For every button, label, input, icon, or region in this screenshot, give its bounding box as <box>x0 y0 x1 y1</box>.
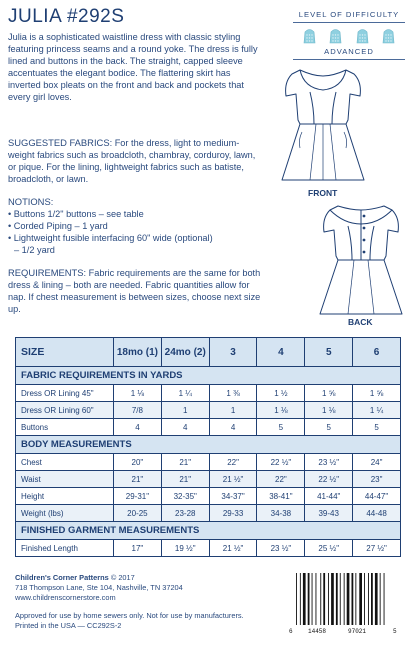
company-address: 718 Thompson Lane, Ste 104, Nashville, TN 37204 <box>15 583 183 593</box>
barcode-bar <box>300 573 301 625</box>
barcode-digit-group2: 97021 <box>348 628 367 635</box>
table-cell: 17" <box>114 540 162 557</box>
table-cell: 7/8 <box>114 402 162 419</box>
size-header-cell: 5 <box>305 338 353 367</box>
row-label: Weight (lbs) <box>16 505 114 522</box>
copyright: © 2017 <box>108 573 135 582</box>
company-name: Children's Corner Patterns <box>15 573 109 582</box>
barcode-digit-group1: 14458 <box>308 628 327 635</box>
row-label: Chest <box>16 454 114 471</box>
barcode-bar <box>296 573 297 625</box>
table-row <box>16 402 401 419</box>
row-label: Waist <box>16 471 114 488</box>
table-cell: 34-38 <box>257 505 305 522</box>
printed-note: Printed in the USA — CC292S-2 <box>15 620 122 630</box>
front-label: FRONT <box>308 188 338 198</box>
barcode-bars-icon <box>288 571 400 635</box>
footer <box>15 573 255 631</box>
size-header-label: SIZE <box>16 338 114 367</box>
size-header-row <box>16 338 401 367</box>
barcode-bar <box>312 573 313 625</box>
table-cell: 25 ½" <box>305 540 353 557</box>
table-cell: 4 <box>161 419 209 436</box>
suggested-fabrics-text: : For the dress, light to medium-weight fabrics such as broadcloth, chambray, corduroy, lawn, or pique. For the lining, lightweight fabrics such as batiste, broadcloth, or lawn. <box>8 138 256 185</box>
table-cell: 1 ⅝ <box>305 385 353 402</box>
barcode-bar <box>331 573 334 625</box>
pattern-title: JULIA #292S <box>8 6 125 27</box>
table-cell: 27 ½" <box>353 540 401 557</box>
table-cell: 22" <box>209 454 257 471</box>
back-label: BACK <box>348 317 373 327</box>
difficulty-rule-bottom <box>293 59 405 60</box>
notions-colon: : <box>50 197 54 207</box>
barcode-digit-right: 5 <box>393 628 397 635</box>
table-cell: 5 <box>305 419 353 436</box>
barcode-bar <box>359 573 362 625</box>
barcode-bar <box>384 573 385 625</box>
table-row <box>16 454 401 471</box>
section-title: FABRIC REQUIREMENTS IN YARDS <box>16 367 401 385</box>
table-cell: 29-33 <box>209 505 257 522</box>
difficulty-panel <box>293 10 405 60</box>
table-cell: 4 <box>209 419 257 436</box>
barcode-bar <box>320 573 321 625</box>
barcode-bar <box>336 573 338 625</box>
barcode-bar <box>308 573 310 625</box>
notions-lead: NOTIONS <box>8 196 51 207</box>
approval-note: Approved for use by home sewers only. Not for use by manufacturers. <box>15 610 244 620</box>
table-cell: 44-48 <box>353 505 401 522</box>
table-cell: 1 ¼ <box>353 402 401 419</box>
company-website[interactable]: www.childrenscornerstore.com <box>15 593 116 603</box>
section-title: FINISHED GARMENT MEASUREMENTS <box>16 522 401 540</box>
table-cell: 5 <box>353 419 401 436</box>
suggested-fabrics <box>8 137 260 185</box>
notions-item: • Buttons 1/2" buttons – see table <box>8 209 144 220</box>
requirements-text: : Fabric requirements are the same for both dress & lining – both are needed. Fabric quantities allow for nap. If chest measurement is between sizes, choose next size up. <box>8 268 261 315</box>
thimble-icon <box>380 27 397 44</box>
dress-back-illustration <box>296 200 416 318</box>
row-label: Buttons <box>16 419 114 436</box>
table-cell: 23 ½" <box>305 454 353 471</box>
table-cell: 1 ⅛ <box>114 385 162 402</box>
table-cell: 21 ½" <box>209 471 257 488</box>
table-cell: 20" <box>114 454 162 471</box>
pattern-description: Julia is a sophisticated waistline dress with classic styling featuring princess seams and a round yoke. The dress is fully lined and buttons in the back. The straight, capped sleeve accentuates the elegant bodice. The flattering skirt has inverted box pleats on the front and back and pockets that every girl loves. <box>8 32 258 103</box>
barcode-bar <box>303 573 306 625</box>
difficulty-thimbles <box>293 27 405 44</box>
table-cell: 1 <box>209 402 257 419</box>
notions-item: • Corded Piping – 1 yard <box>8 221 108 232</box>
size-header-cell: 6 <box>353 338 401 367</box>
table-row <box>16 471 401 488</box>
table-cell: 1 ⅛ <box>257 402 305 419</box>
barcode-bar <box>340 573 341 625</box>
table-cell: 1 <box>161 402 209 419</box>
row-label: Dress OR Lining 45" <box>16 385 114 402</box>
table-cell: 38-41" <box>257 488 305 505</box>
table-cell: 24" <box>353 454 401 471</box>
row-label: Finished Length <box>16 540 114 557</box>
size-header-cell: 3 <box>209 338 257 367</box>
requirements-lead: REQUIREMENTS <box>8 267 84 278</box>
table-cell: 1 ½ <box>257 385 305 402</box>
barcode-bar <box>375 573 378 625</box>
size-header-cell: 18mo (1) <box>114 338 162 367</box>
table-cell: 34-37" <box>209 488 257 505</box>
table-cell: 29-31" <box>114 488 162 505</box>
barcode-bar <box>352 573 354 625</box>
table-row <box>16 419 401 436</box>
table-cell: 22" <box>257 471 305 488</box>
size-header-cell: 24mo (2) <box>161 338 209 367</box>
table-cell: 32-35" <box>161 488 209 505</box>
barcode-bar <box>347 573 350 625</box>
table-cell: 23-28 <box>161 505 209 522</box>
table-cell: 39-43 <box>305 505 353 522</box>
thimble-icon <box>301 27 318 44</box>
table-cell: 21" <box>114 471 162 488</box>
table-cell: 21" <box>161 471 209 488</box>
table-cell: 5 <box>257 419 305 436</box>
table-cell: 21" <box>161 454 209 471</box>
notions-item: – 1/2 yard <box>14 245 55 256</box>
row-label: Dress OR Lining 60" <box>16 402 114 419</box>
row-label: Height <box>16 488 114 505</box>
table-row <box>16 505 401 522</box>
table-row <box>16 385 401 402</box>
table-cell: 4 <box>114 419 162 436</box>
barcode-bar <box>364 573 365 625</box>
notions-item: • Lightweight fusible interfacing 60" wide (optional) <box>8 233 213 244</box>
table-cell: 22 ½" <box>305 471 353 488</box>
barcode-bar <box>316 573 317 625</box>
table-cell: 21 ½" <box>209 540 257 557</box>
barcode-bar <box>380 573 381 625</box>
notions <box>8 196 268 256</box>
section-header-row <box>16 522 401 540</box>
table-cell: 1 ⅝ <box>353 385 401 402</box>
table-cell: 23" <box>353 471 401 488</box>
barcode-bar <box>355 573 356 625</box>
table-cell: 23 ½" <box>257 540 305 557</box>
barcode-bar <box>323 573 325 625</box>
table-cell: 19 ½" <box>161 540 209 557</box>
thimble-icon <box>327 27 344 44</box>
table-row <box>16 488 401 505</box>
notions-list <box>8 208 268 256</box>
suggested-fabrics-lead: SUGGESTED FABRICS <box>8 137 110 148</box>
table-row <box>16 540 401 557</box>
difficulty-rule <box>293 22 405 23</box>
requirements <box>8 267 262 315</box>
barcode-bar <box>371 573 373 625</box>
table-cell: 1 ¼ <box>161 385 209 402</box>
size-header-cell: 4 <box>257 338 305 367</box>
dress-front-illustration <box>258 62 388 184</box>
barcode <box>288 571 400 635</box>
barcode-digit-left: 6 <box>289 628 293 635</box>
difficulty-level: ADVANCED <box>324 47 374 56</box>
section-header-row <box>16 436 401 454</box>
section-header-row <box>16 367 401 385</box>
table-cell: 1 ⅜ <box>209 385 257 402</box>
section-title: BODY MEASUREMENTS <box>16 436 401 454</box>
barcode-bar <box>344 573 345 625</box>
barcode-bar <box>368 573 369 625</box>
table-cell: 20-25 <box>114 505 162 522</box>
barcode-bar <box>328 573 329 625</box>
difficulty-label: LEVEL OF DIFFICULTY <box>298 10 400 19</box>
table-cell: 44-47" <box>353 488 401 505</box>
size-chart-table <box>15 337 401 557</box>
table-cell: 1 ⅛ <box>305 402 353 419</box>
table-cell: 41-44" <box>305 488 353 505</box>
table-cell: 22 ½" <box>257 454 305 471</box>
thimble-icon <box>354 27 371 44</box>
